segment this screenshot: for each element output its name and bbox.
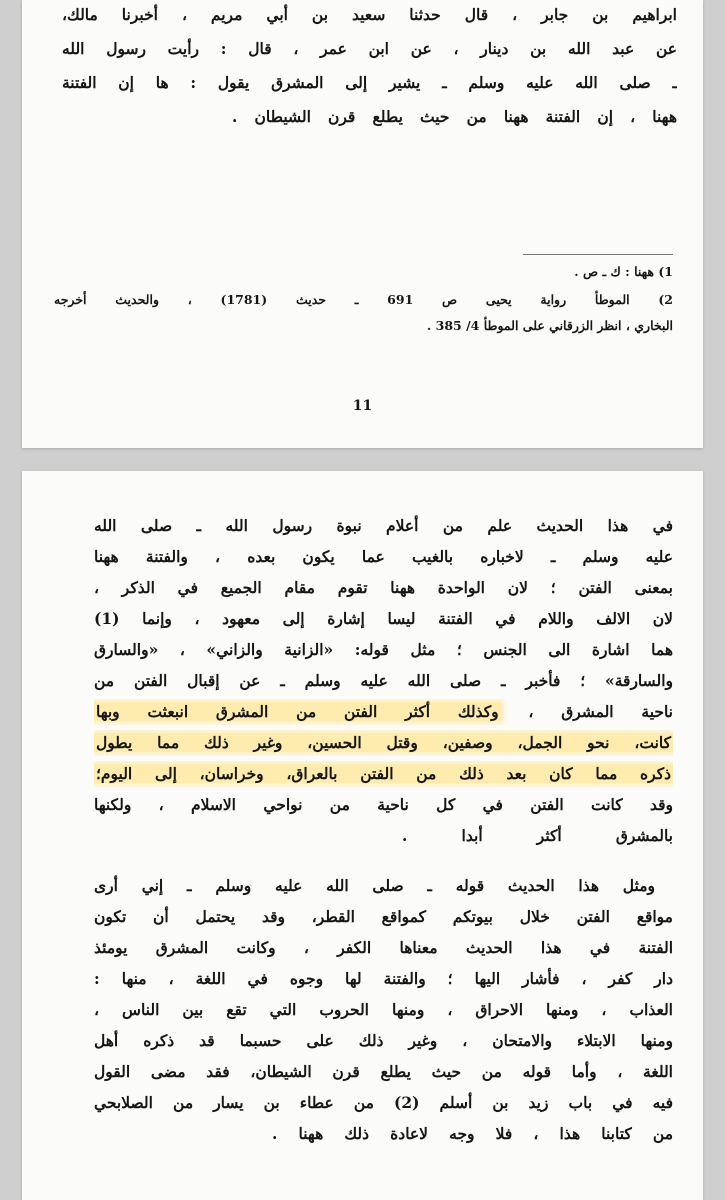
- highlighted-text: ذكره مما كان بعد ذلك من الفتن بالعراق، وخراسان، إلى اليوم؛: [96, 764, 671, 783]
- highlighted-text: وكذلك أكثر الفتن من المشرق انبعثت وبها: [96, 702, 499, 721]
- text-line: مواقع الفتن خلال بيوتكم كمواقع القطر، وقد يحتمل أن تكون: [94, 907, 673, 926]
- text-line: اللغة ، وأما قوله من حيث يطلع قرن الشيطان، فقد مضى القول: [94, 1062, 673, 1081]
- text-line: ههنا ، إن الفتنة ههنا من حيث يطلع قرن الشيطان .: [232, 107, 677, 126]
- text-line: فيه في باب زيد بن أسلم (2) من عطاء بن يسار من الصلابحي: [94, 1093, 673, 1112]
- text-line: عن عبد الله بن دينار ، عن ابن عمر ، قال : رأيت رسول الله: [62, 39, 677, 58]
- page-number: 11: [352, 398, 373, 414]
- text-line: من كتابنا هذا ، فلا وجه لاعادة ذلك ههنا .: [272, 1124, 673, 1143]
- text-line: ومثل هذا الحديث قوله ـ صلى الله عليه وسلم ـ إني أرى: [94, 876, 655, 895]
- text-line: ـ صلى الله عليه وسلم ـ يشير إلى المشرق يقول : ها إن الفتنة: [62, 73, 677, 92]
- footnote-divider: [523, 254, 673, 255]
- book-page-bottom: [22, 471, 703, 1200]
- text-line: لان الالف واللام في الفتنة ليسا إشارة إلى معهود ، وإنما (1): [94, 609, 673, 628]
- footnote-1: 1) ههنا : ك ـ ص .: [574, 264, 673, 279]
- text-line: بمعنى الفتن ؛ لان الواحدة ههنا تقوم مقام الجميع في الذكر ،: [94, 578, 673, 597]
- text-line: والسارقة» ؛ فأخبر ـ صلى الله عليه وسلم ـ عن إقبال الفتن من: [94, 671, 673, 690]
- text-line: العذاب ، ومنها الاحراق ، ومنها الحروب التي تقع بين الناس ،: [94, 1000, 673, 1019]
- text-line: الفتنة في هذا الحديث معناها الكفر ، وكانت المشرق يومئذ: [94, 938, 673, 957]
- footnote-2: 2) الموطأ رواية يحيى ص 691 ـ حديث (1781) ، والحديث أخرجه: [54, 292, 673, 307]
- text-line: عليه وسلم ـ لاخباره بالغيب عما يكون بعده ، والفتنة ههنا: [94, 547, 673, 566]
- book-page-top: [22, 0, 703, 448]
- text-line: في هذا الحديث علم من أعلام نبوة رسول الله ـ صلى الله: [94, 516, 673, 535]
- footnote-2-continued: البخاري ، انظر الزرقاني على الموطأ 4/ 385 .: [426, 318, 673, 333]
- text-line-partially-highlighted: [94, 699, 673, 725]
- text-line: هما اشارة الى الجنس ؛ مثل قوله: «الزانية والزاني» ، «والسارق: [94, 640, 673, 659]
- text-line: ومنها الابتلاء والامتحان ، وغير ذلك على حسبما قد ذكره أهل: [94, 1031, 673, 1050]
- line-prefix: ناحية المشرق ،: [500, 702, 673, 721]
- text-line: بالمشرق أكثر أبدا .: [402, 826, 673, 845]
- text-line-highlighted: [94, 761, 673, 787]
- highlighted-text: كانت، نحو الجمل، وصفين، وقتل الحسين، وغير ذلك مما يطول: [96, 733, 671, 752]
- text-line: دار كفر ، فأشار اليها ؛ والفتنة لها وجوه في اللغة ، منها :: [94, 969, 673, 988]
- text-line: ابراهيم بن جابر ، قال حدثنا سعيد بن أبي مريم ، أخبرنا مالك،: [62, 5, 677, 24]
- text-line-highlighted: [94, 730, 673, 756]
- text-line: وقد كانت الفتن في كل ناحية من نواحي الاسلام ، ولكنها: [94, 795, 673, 814]
